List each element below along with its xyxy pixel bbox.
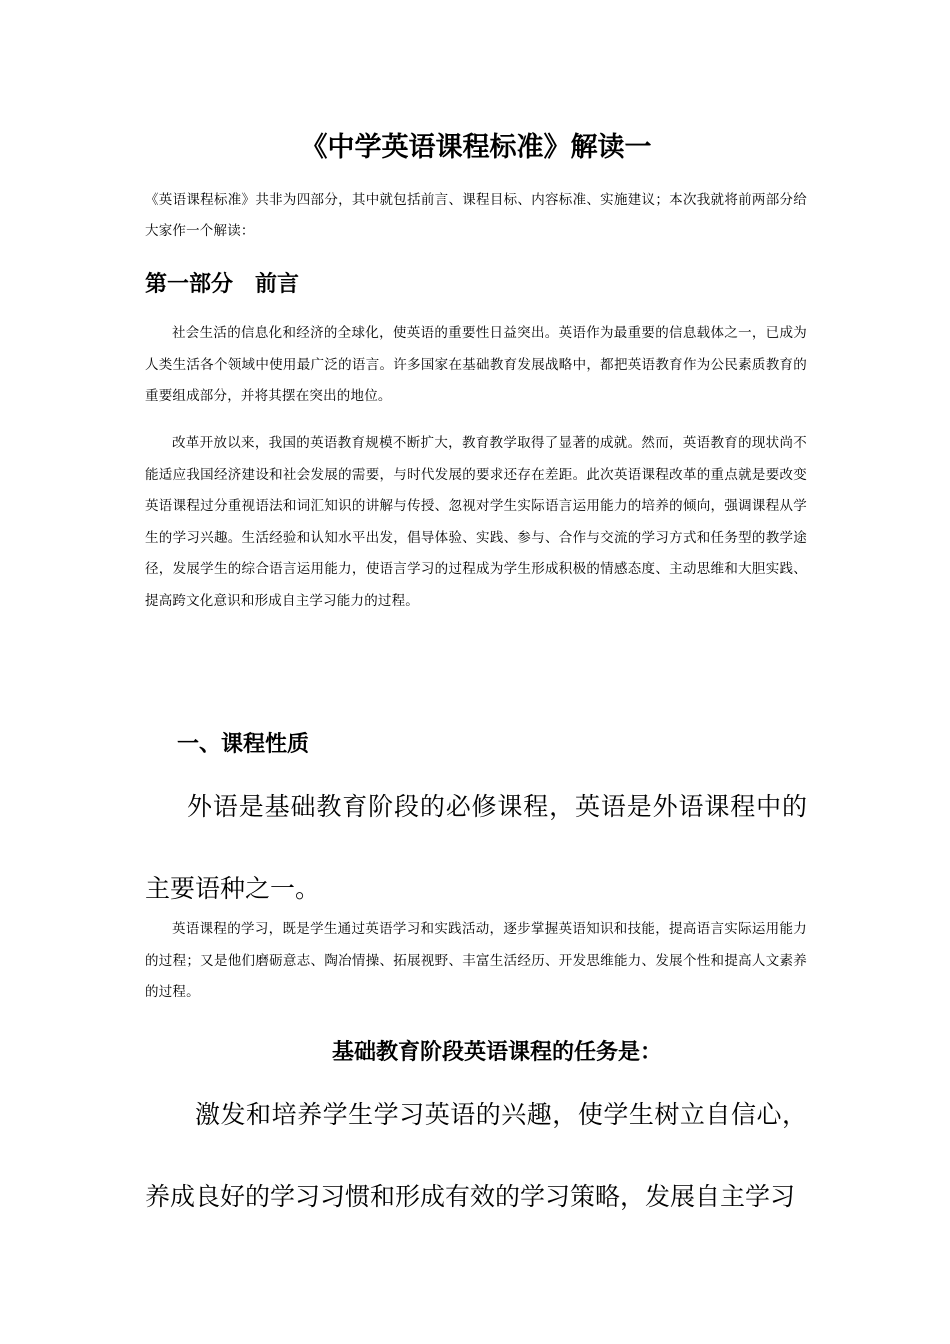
course-task-statement: 激发和培养学生学习英语的兴趣，使学生树立自信心，养成良好的学习习惯和形成有效的学习策略，发展自主学习 xyxy=(145,1100,807,1211)
intro-paragraph: 《英语课程标准》共非为四部分，其中就包括前言、课程目标、内容标准、实施建议；本次我就将前两部分给大家作一个解读： xyxy=(145,192,807,239)
course-nature-statement: 外语是基础教育阶段的必修课程，英语是外语课程中的主要语种之一。 xyxy=(145,792,807,903)
course-task-heading: 基础教育阶段英语课程的任务是： xyxy=(331,1039,662,1065)
course-nature-paragraph: 英语课程的学习，既是学生通过英语学习和实践活动，逐步掌握英语知识和技能，提高语言实际运用能力的过程；又是他们磨砺意志、陶冶情操、拓展视野、丰富生活经历、开发思维能力、发展个性和提高人文素养的过程。 xyxy=(145,921,807,1000)
part-one-heading: 第一部分 前言 xyxy=(145,271,300,297)
preface-paragraph-1: 社会生活的信息化和经济的全球化，使英语的重要性日益突出。英语作为最重要的信息载体之一，已成为人类生活各个领域中使用最广泛的语言。许多国家在基础教育发展战略中，都把英语教育作为公民素质教育的重要组成部分，并将其摆在突出的地位。 xyxy=(145,325,807,404)
document-page xyxy=(145,0,807,1344)
preface-paragraph-2: 改革开放以来，我国的英语教育规模不断扩大，教育教学取得了显著的成就。然而，英语教育的现状尚不能适应我国经济建设和社会发展的需要，与时代发展的要求还存在差距。此次英语课程改革的重点就是要改变英语课程过分重视语法和词汇知识的讲解与传授、忽视对学生实际语言运用能力的培养的倾向，强调课程从学生的学习兴趣。生活经验和认知水平出发，倡导体验、实践、参与、合作与交流的学习方式和任务型的教学途径，发展学生的综合语言运用能力，使语言学习的过程成为学生形成积极的情感态度、主动思维和大胆实践、提高跨文化意识和形成自主学习能力的过程。 xyxy=(145,435,807,609)
course-nature-heading: 一、课程性质 xyxy=(177,731,310,757)
document-title: 《中学英语课程标准》解读一 xyxy=(300,132,652,163)
